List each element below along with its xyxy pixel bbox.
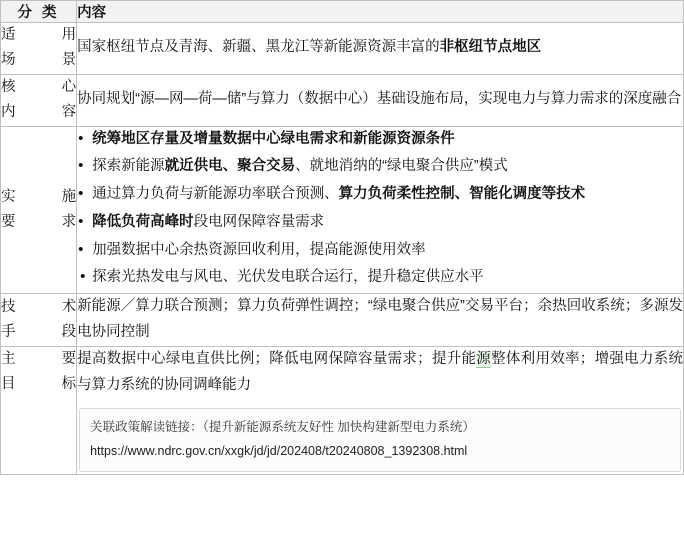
content-text: 提高数据中心绿电直供比例；降低电网保障容量需求；提升能源整体利用效率；增强电力系统与算力系统的协同调峰能力 (77, 350, 684, 393)
category-line: 要求 (1, 213, 77, 230)
list-item: • 探索新能源就近供电、聚合交易、就地消纳的“绿电聚合供应”模式 (77, 154, 683, 180)
category-line: 适 用 (1, 27, 77, 43)
row-content-core-content: 协同规划“源—网—荷—储”与算力（数据中心）基础设施布局，实现电力与算力需求的深度融合 (77, 74, 684, 126)
list-item: • 探索光热发电与风电、光伏发电联合运行，提升稳定供应水平 (77, 265, 683, 291)
table-row (1, 23, 684, 75)
category-line: 技 术 (1, 298, 77, 315)
table-header-row (1, 1, 684, 23)
category-line: 目 标 (1, 376, 77, 393)
table-row (1, 346, 684, 474)
row-content-applicable-scenario (77, 23, 684, 75)
row-content-main-goals (77, 346, 684, 474)
highlighted-text: 源 (476, 350, 492, 367)
category-line: 手 段 (1, 324, 77, 341)
category-line: 场 景 (1, 52, 77, 69)
category-line: 内容 (1, 104, 77, 121)
table-row (1, 294, 684, 347)
column-header-category: 分 类 (1, 1, 77, 23)
list-item: • 通过算力负荷与新能源功率联合预测、算力负荷柔性控制、智能化调度等技术 (77, 182, 683, 208)
table-row (1, 74, 684, 126)
related-policy-link-box[interactable] (79, 408, 681, 471)
column-header-content: 内容 (77, 1, 684, 23)
content-text: 国家枢纽节点及青海、新疆、黑龙江等新能源资源丰富的非枢纽节点地区 (77, 39, 542, 56)
table-row (1, 126, 684, 294)
row-category-core-content (1, 74, 77, 126)
category-line: 主 要 (1, 350, 77, 367)
row-category-applicable-scenario (1, 23, 77, 75)
row-content-technical-means: 新能源／算力联合预测；算力负荷弹性调控；“绿电聚合供应”交易平台；余热回收系统；多源发电协同控制 (77, 294, 684, 347)
row-content-implementation-requirements (77, 126, 684, 294)
list-item: • 统筹地区存量及增量数据中心绿电需求和新能源资源条件 (77, 127, 683, 153)
emphasis-text: 非枢纽节点地区 (439, 39, 542, 56)
row-category-technical-means (1, 294, 77, 347)
requirements-list (77, 127, 683, 292)
list-item: • 降低负荷高峰时段电网保障容量需求 (77, 210, 683, 236)
link-url[interactable]: https://www.ndrc.gov.cn/xxgk/jd/jd/202408/t20240808_1392308.html (90, 443, 468, 458)
list-item: • 加强数据中心余热资源回收利用，提高能源使用效率 (77, 238, 683, 264)
row-category-main-goals (1, 346, 77, 474)
category-line: 实 施 (1, 188, 77, 205)
link-label: 关联政策解读链接：（提升新能源系统友好性 加快构建新型电力系统） (90, 420, 475, 435)
category-line: 核 心 (1, 78, 77, 95)
row-category-implementation-requirements (1, 126, 77, 294)
